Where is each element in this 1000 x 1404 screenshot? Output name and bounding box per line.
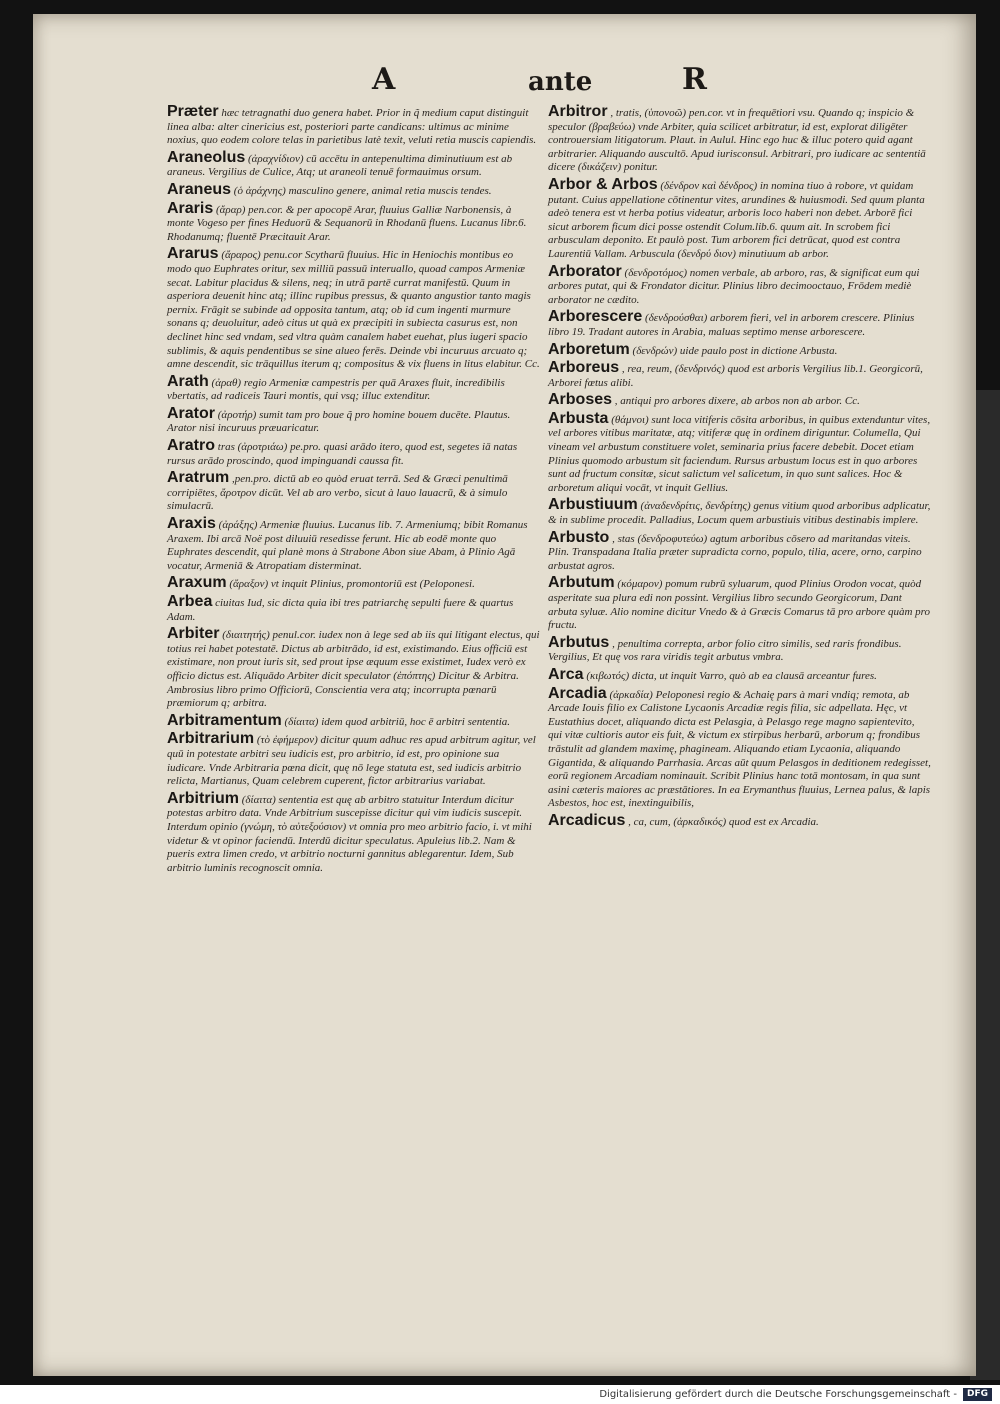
entry-lemma: Arbustiuum — [548, 496, 638, 514]
entry-lemma: Araxum — [167, 574, 227, 592]
dictionary-entry — [167, 712, 540, 730]
dictionary-entry — [167, 574, 540, 592]
entry-text: (θάμνοι) sunt loca vitiferis cōsita arboribus, in quibus extenduntur vites, vel arbores vitibus maritatæ, atq; vitiferæ quę in ordinem diriguntur. Columella, Qui vineam vel arbustum constituere volet, seminaria prius facere debebit. Docet etiam Plinius quomodo arbustum sit faciendum. Rursus arbustum locus est in quo arbores sunt ad fructum consitæ, sicut salictum vel salicetum, in quo sunt salices. Hoc & arboretum aliqui vocāt, vt inquit Gellius. — [548, 413, 931, 494]
dictionary-entry — [548, 496, 931, 527]
dictionary-entry — [548, 359, 931, 390]
entry-text: (δενδροτόμος) nomen verbale, ab arboro, ras, & significat eum qui arbores putat, qui & Frondator dicitur. Plinius libro decimooctauo, Frōdem mediè arborator ne cædito. — [548, 266, 920, 306]
entry-lemma: Arbiter — [167, 625, 220, 643]
entry-lemma: Aratro — [167, 437, 216, 455]
dictionary-entry — [548, 812, 931, 830]
entry-text: (ἄραρ) pen.cor. & per apocopē Arar, fluuius Galliæ Narbonensis, à monte Vogeso per fines Heduorū & Sequanorū in Rhodanū fluens. Lucanus libr.6. Rhodanumq; fluentē Præcitauit Arar. — [167, 203, 527, 243]
entry-lemma: Arboses — [548, 391, 613, 409]
dictionary-entry — [167, 437, 540, 468]
entry-text: (ἀράξης) Armeniæ fluuius. Lucanus lib. 7. Armeniumq; bibit Romanus Araxem. Ibi arcā Noë post diluuiū resedisse ferunt. Hic ab eodē monte quo Euphrates descendit, qui planè mons à Strabone Abon siue Abam, à Plinio Agā vocatur, Armeniā & Atropatiam disterminat. — [167, 519, 528, 572]
entry-lemma: Arbusta — [548, 409, 609, 427]
entry-lemma: Arbitrarium — [167, 730, 255, 748]
entry-lemma: Araris — [167, 199, 214, 217]
entry-lemma: Ararus — [167, 245, 219, 263]
footer-credit: Digitalisierung gefördert durch die Deutsche Forschungsgemeinschaft - — [599, 1389, 957, 1400]
entry-lemma: Arath — [167, 372, 209, 390]
dictionary-entry — [548, 263, 931, 308]
entry-text: (ἄραξον) vt inquit Plinius, promontoriū est (Peloponesi. — [229, 578, 475, 591]
entry-text: hæc tetragnathi duo genera habet. Prior in q̃ medium caput distinguit linea alba: alter cinericius est, posteriori parte candicans: ultimus ac minime noxius, quo eodem colore telas in parietibus latè texit, veluti retia muscis capiendis. — [167, 107, 537, 147]
dictionary-entry — [167, 730, 540, 788]
entry-lemma: Arcadicus — [548, 811, 626, 829]
running-head-right: R — [682, 62, 707, 97]
entry-text: (κόμαρον) pomum rubrū syluarum, quod Plinius Orodon vocat, quòd asperitate sua plura edi non possint. Vergilius libro secundo Georgicorum, Dant arbuta syluæ. Alio nomine dicitur Vnedo & à Græcis Comarus tā pro arbore quàm pro fructu. — [548, 578, 931, 632]
dictionary-entry — [548, 391, 931, 409]
running-head-center: ante — [528, 67, 593, 97]
entry-lemma: Aratrum — [167, 469, 230, 487]
entry-text: (ἀρκαδία) Peloponesi regio & Achaię pars à mari vndiq; remota, ab Arcade Iouis filio ex Calistone Lycaonis Arcadiæ regis filia, sic adpellata. Hęc, vt Eustathius docet, aliquando dicta est Pelasgia, à Pelasgo rege magno sapientevito, qui vitæ cultioris autor eis fuit, & victum ex stirpibus herbarū, arborum q; frondibus trāstulit ad glandem maximę, phagineam. Aliquando etiam Lycaonia, aliquando Gigantida, & aliquando Parrhasia. Arcas aūt quum Pelasgos in deditionem redegisset, eorū regionem Arcadiam nominauit. Scribit Plinius hanc totā montosam, in qua sunt asini cæteris maiores ac præstātiores. In ea Erymanthus fluuius, Lernea palus, & lapis Asbestos, hoc est, inextinguibilis, — [548, 688, 931, 810]
dictionary-entry — [167, 593, 540, 624]
entry-text: (δενδρούσθαι) arborem fieri, vel in arborem crescere. Plinius libro 19. Tradant autores in Arabia, maluas septimo mense arborescere. — [548, 312, 915, 338]
entry-text: (ἀραχνίδιον) cū accētu in antepenultima diminutiuum est ab araneus. Vergilius de Culice, Atq; ut araneoli tenuē formauimus orsum. — [167, 152, 513, 179]
entry-lemma: Arca — [548, 665, 584, 683]
entry-lemma: Arcadia — [548, 684, 607, 702]
entry-text: (ἀραθ) regio Armeniæ campestris per quā Araxes fluit, incredibilis vbertatis, ad radiceis Tauri montis, qui vsq; illuc extenditur. — [167, 376, 505, 403]
entry-text: , antiqui pro arbores dixere, ab arbos non ab arbor. Cc. — [614, 395, 860, 408]
entry-text: , stas (δενδροφυτεύω) agtum arboribus cōsero ad maritandas viteis. Plin. Transpadana Italia præter supradicta corno, populo, tilia, acere, orno, carpino arbustat agros. — [548, 532, 922, 572]
entry-lemma: Araneolus — [167, 148, 246, 166]
entry-lemma: Arbor & Arbos — [548, 175, 658, 193]
entry-text: (ἀροτήρ) sumit tam pro boue q̃ pro homine bouem ducēte. Plautus. Arator nisi incuruus præuaricatur. — [167, 408, 511, 435]
dictionary-entry — [548, 685, 931, 811]
left-column — [167, 103, 540, 876]
entry-lemma: Præter — [167, 103, 219, 120]
entry-text: (κιβωτός) dicta, ut inquit Varro, quò ab ea clausā arceantur fures. — [586, 669, 877, 682]
entry-lemma: Arborator — [548, 262, 622, 280]
dictionary-entry — [167, 790, 540, 876]
dictionary-entry — [548, 410, 931, 496]
entry-text: tras (ἀροτριάω) pe.pro. quasi arādo itero, quod est, segetes iā natas rursus arādo proscindo, quod impinguandi caussa fit. — [167, 441, 518, 467]
dictionary-entry — [167, 469, 540, 514]
dictionary-entry — [548, 529, 931, 574]
entry-text: , ca, cum, (ἀρκαδικός) quod est ex Arcadia. — [628, 815, 819, 828]
dictionary-entry — [167, 245, 540, 371]
footer — [0, 1385, 1000, 1404]
entry-text: , tratis, (ὑπονοῶ) pen.cor. vt in frequētiori vsu. Quando q; inspicio & speculor (βραβεύω) vnde Arbiter, quia scilicet arbitratur, id est, explorat diligēter controuersiam litigatorum. Plaut. in Aulul. Hinc ego huc & illuc potero quid agant arbitrarier. Aliquando auscultō. Apud iurisconsul. Arbitrari, pro iudicare ac sententiā dicere (δικάζειν) ponitur. — [548, 107, 926, 174]
entry-lemma: Araxis — [167, 515, 216, 533]
dictionary-entry — [167, 149, 540, 180]
entry-lemma: Arborescere — [548, 308, 643, 326]
dictionary-entry — [548, 103, 931, 175]
entry-text: , rea, reum, (δενδρινός) quod est arboris Vergilius lib.1. Georgicorū, Arborei fœtus alibi. — [548, 363, 923, 389]
entry-text: (διαιτητής) penul.cor. iudex non à lege sed ab iis qui litigant electus, qui totius rei habet potestatē. Dictus ab arbitrādo, id est, existimando. Eius officiū est existimare, non prout iuris sit, sed prout ipse æquum esse existimet, Iudex verò ex officio dictus est. Aliquādo Arbiter dicit speculator (ἐπόπτης) Dicitur & Arbitra. Ambrosius libro primo Officiorū, Conscientia vera atq; incorrupta pœnarū præmiorum q; arbitra. — [167, 629, 540, 710]
dictionary-entry — [548, 341, 931, 359]
dictionary-entry — [167, 625, 540, 711]
entry-lemma: Arbea — [167, 593, 213, 610]
entry-lemma: Arator — [167, 404, 216, 422]
dictionary-entry — [167, 405, 540, 436]
entry-lemma: Arbutus — [548, 633, 610, 651]
entry-text: (δενδρών) uide paulo post in dictione Arbusta. — [632, 344, 838, 357]
dictionary-entry — [548, 634, 931, 665]
entry-text: (δένδρον καὶ δένδρος) in nomina tiuo à robore, vt quidam putant. Cuius appellatione cōtinentur vites, arundines & huiusmodi. Sed quum planta adeò tenera est vt herba potius videatur, arboris loco haberi non debet. Arborē fici sicut arborem ficum dici posse ostendit Colum.lib.6. quum ait. In scrobem fici arbusculam deponito. Et paulò post. Tum arborem fici detrūcat, quod est contra Laurentiū Vallam. Arbuscula (δενδρύ διον) minutiuum ab arbor. — [548, 179, 925, 260]
dictionary-entry — [548, 176, 931, 262]
entry-lemma: Arbusto — [548, 528, 610, 546]
entry-lemma: Arbitrium — [167, 789, 239, 807]
entry-text: (ἄραρος) penu.cor Scytharū fluuius. Hic in Heniochis montibus eo modo quo Euphrates oritur, sex milliū passuū interuallo, quoad campos Armeniæ secat. Labitur placidus & silens, neq; in utrā partē currat manifestū. Quum in asperiora deuenit hinc atq; illinc rupibus pressus, & quanto angustior tanto magis pernix. Frāgit se subinde ad opposita tantum, atq; ob id cum ingenti murmure sonans q; deuoluitur, adeò citus ut quà ex præcipiti in subiecta casurus est, non declinet hinc sed vndam, sed vltra quàm canalem habet euehat, plus iugeri spacio sublimis, & aquis pendentibus se sine alueo ferēs. Deinde vbi incuruus arcuato q; amne descendit, sic trāquillus iterum q; compositus & vix fluens in litus elabitur. Cc. — [167, 249, 540, 371]
right-column — [548, 103, 931, 831]
entry-lemma: Arboretum — [548, 340, 630, 358]
dictionary-entry — [167, 373, 540, 404]
entry-lemma: Arbitror — [548, 103, 608, 120]
entry-text: (δίαιτα) idem quod arbitriū, hoc ē arbitri sententia. — [284, 715, 511, 728]
dfg-logo: DFG — [963, 1388, 992, 1401]
dictionary-entry — [548, 666, 931, 684]
entry-lemma: Arbutum — [548, 574, 615, 592]
entry-text: (ἀναδενδρίτις, δενδρίτης) genus vitium quod arboribus adplicatur, & in sublime procedit. Palladius, Locum quem arbustiuis vitibus destinabis implere. — [548, 500, 931, 527]
dictionary-entry — [167, 181, 540, 199]
entry-text: (τὸ ἐφήμερον) dicitur quum adhuc res apud arbitrum agitur, vel quū in potestate arbitri seu iudicis est, pro arbitrio, id est, pro opinione sua iudicare. Vnde Arbitraria pœna dicit, quę nō lege statuta est, sed iudicis arbitrio relicta, Martianus, Quam celebrem cuperent, fictor arbitrarius variabat. — [167, 734, 536, 788]
dictionary-entry — [548, 574, 931, 632]
entry-text: ,pen.pro. dictū ab eo quòd eruat terrā. Sed & Græci penultimā corripiētes, ἄροτρον dicūt. Vel ab aro verbo, sicut à lauo lauacrū, & à simulo simulacrū. — [167, 473, 508, 513]
dictionary-entry — [167, 200, 540, 245]
entry-text: (ὁ ἀράχνης) masculino genere, animal retia muscis tendes. — [233, 184, 492, 197]
entry-lemma: Arboreus — [548, 359, 620, 377]
dictionary-entry — [548, 308, 931, 339]
entry-text: , penultima correpta, arbor folio citro similis, sed raris frondibus. Vergilius, Et quę vos rara viridis tegit arbutus vmbra. — [548, 637, 902, 664]
entry-text: ciuitas Iud, sic dicta quia ibi tres patriarchę sepulti fuere & quartus Adam. — [167, 597, 514, 623]
entry-lemma: Arbitramentum — [167, 711, 282, 729]
dictionary-entry — [167, 103, 540, 148]
entry-text: (δίαιτα) sententia est quę ab arbitro statuitur Interdum dicitur potestas arbitro data. Vnde Arbitrium suscepisse dicitur qui vim iudicis suscepit. Interdum opinio (γνώμη, τὸ αὐτεξούσιον) vt omnia pro meo arbitrio facio, i. vt mihi videtur & vt opinor faciendū. Interdū dicitur speculatus. Apuleius lib.2. Nam & pueris extra limen credo, vt arbitrio nocturni gannitus ablegarentur. Idem, Sub arbitrio luminis recognoscit omnia. — [167, 793, 532, 874]
dictionary-entry — [167, 515, 540, 573]
running-head-left: A — [372, 62, 396, 97]
entry-lemma: Araneus — [167, 180, 232, 198]
